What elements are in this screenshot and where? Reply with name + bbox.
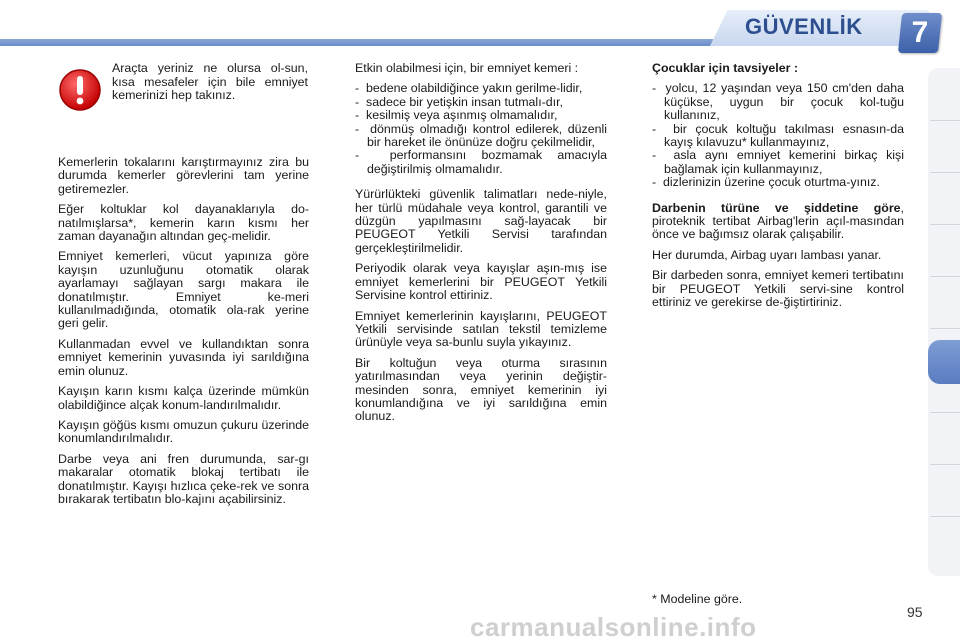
list-item: - bir çocuk koltuğu takılması esnasın-da kayış kılavuzu* kullanmayınız, (652, 121, 904, 150)
list-item: - performansını bozmamak amacıyla değiştirilmiş olmamalıdır. (355, 148, 607, 176)
paragraph: Bir koltuğun veya oturma sırasının yatırılmasından veya yerinin değiştir-mesinden sonra, emniyet kemerinin iyi konumlandığına ve iyi sarıldığına emin olunuz. (355, 355, 607, 424)
index-divider (930, 412, 960, 413)
paragraph: Kayışın göğüs kısmı omuzun çukuru üzerinde konumlandırılmalıdır. (58, 417, 309, 446)
list-item: - sadece bir yetişkin insan tutmalı-dır, (355, 94, 563, 109)
intro-text: Etkin olabilmesi için, bir emniyet kemeri : (355, 61, 579, 75)
column-2 (355, 62, 607, 431)
paragraph: Kemerlerin tokalarını karıştırmayınız zira bu durumda kemerler görevlerini tam yerine getiremezler. (58, 155, 309, 196)
list-item: - kesilmiş veya aşınmış olmamalıdır, (355, 108, 558, 123)
paragraph: Eğer koltuklar kol dayanaklarıyla do-natılmışlarsa*, kemerin karın kısmı her zaman dayanağın altından geç-melidir. (58, 202, 309, 244)
index-divider (930, 172, 960, 173)
paragraph: Her durumda, Airbag uyarı lambası yanar. (652, 247, 882, 262)
paragraph: Periyodik olarak veya kayışlar aşın-mış ise emniyet kemerlerini bir PEUGEOT Yetkili Servisine kontrol ettiriniz. (355, 261, 607, 303)
warning-text: Araçta yeriniz ne olursa ol-sun, kısa mesafeler için bile emniyet kemerinizi hep takınız. (112, 61, 308, 103)
index-divider (930, 328, 960, 329)
index-divider (930, 276, 960, 277)
list-item: - dizlerinizin üzerine çocuk oturtma-yınız. (652, 175, 880, 190)
exclamation-icon (58, 68, 102, 112)
index-divider (930, 224, 960, 225)
paragraph: Yürürlükteki güvenlik talimatları nede-niyle, her türlü müdahale veya kontrol, garantili ve düzgün yapılmasını sağ-layacak bir PEUGEOT Yetkili Servisi tarafından gerçekleştirilmelidir. (355, 187, 607, 255)
chapter-number: 7 (911, 16, 929, 49)
index-divider (930, 516, 960, 517)
paragraph: Darbe veya ani fren durumunda, sar-gı makaralar otomatik blokaj tertibatı ile donatılmıştır. Kayışı hızlıca çeke-rek ve sonra bırakarak tertibatın blo-kajını açabilirsiniz. (58, 451, 309, 506)
column-3 (652, 62, 904, 317)
paragraph: Kayışın karın kısmı kalça üzerinde mümkün olabildiğince alçak konum-landırılmalıdır. (58, 384, 309, 412)
paragraph: Kullanmadan evvel ve kullandıktan sonra emniyet kemerinin yuvasında iyi sarıldığına emin olunuz. (58, 336, 309, 378)
watermark: carmanualsonline.info (470, 612, 757, 642)
airbag-paragraph (652, 202, 904, 242)
list-item: - bedene olabildiğince yakın gerilme-lidir, (355, 81, 583, 96)
list-item: - asla aynı emniyet kemerini birkaç kişi bağlamak için kullanmayınız, (652, 148, 904, 176)
page-number: 95 (907, 604, 923, 620)
index-tab-active[interactable] (928, 340, 960, 384)
list-item: - dönmüş olmadığı kontrol edilerek, düzenli bir hareket ile önünüze doğru çekilmelidir, (355, 121, 607, 150)
section-heading: Çocuklar için tavsiyeler : (652, 61, 799, 75)
paragraph: Bir darbeden sonra, emniyet kemeri tertibatını bir PEUGEOT Yetkili servi-sine kontrol ettiriniz ve gerekirse de-ğiştirtiriniz. (652, 268, 904, 310)
index-divider (930, 464, 960, 465)
list-item: - yolcu, 12 yaşından veya 150 cm'den daha küçükse, uygun bir çocuk kol-tuğu kullanınız, (652, 81, 905, 123)
section-title: GÜVENLİK (745, 14, 863, 39)
column-1 (58, 156, 309, 513)
footnote: * Modeline göre. (652, 592, 743, 606)
paragraph: Emniyet kemerleri, vücut yapınıza göre kayışın uzunluğunu otomatik olarak ayarlamayı sağlayan sargı makara ile donatılmıştır. Emniyet ke-meri kullanılmadığında, otomatik ola-rak yerine geri gelir. (58, 249, 309, 331)
index-divider (930, 120, 960, 121)
chapter-index-strip (928, 68, 960, 576)
paragraph: Emniyet kemerlerinin kayışlarını, PEUGEOT Yetkili servisinde satılan tekstil temizleme ürünüyle veya sa-bunlu suyla yıkayınız. (355, 308, 607, 350)
requirements-list (355, 82, 607, 176)
airbag-text: , piroteknik tertibat Airbag'lerin açıl-masından önce ve bağımsız olarak çalışabilir. (652, 200, 904, 242)
child-advice-list (652, 82, 904, 189)
airbag-bold-text: Darbenin türüne ve şiddetine göre (652, 200, 901, 215)
